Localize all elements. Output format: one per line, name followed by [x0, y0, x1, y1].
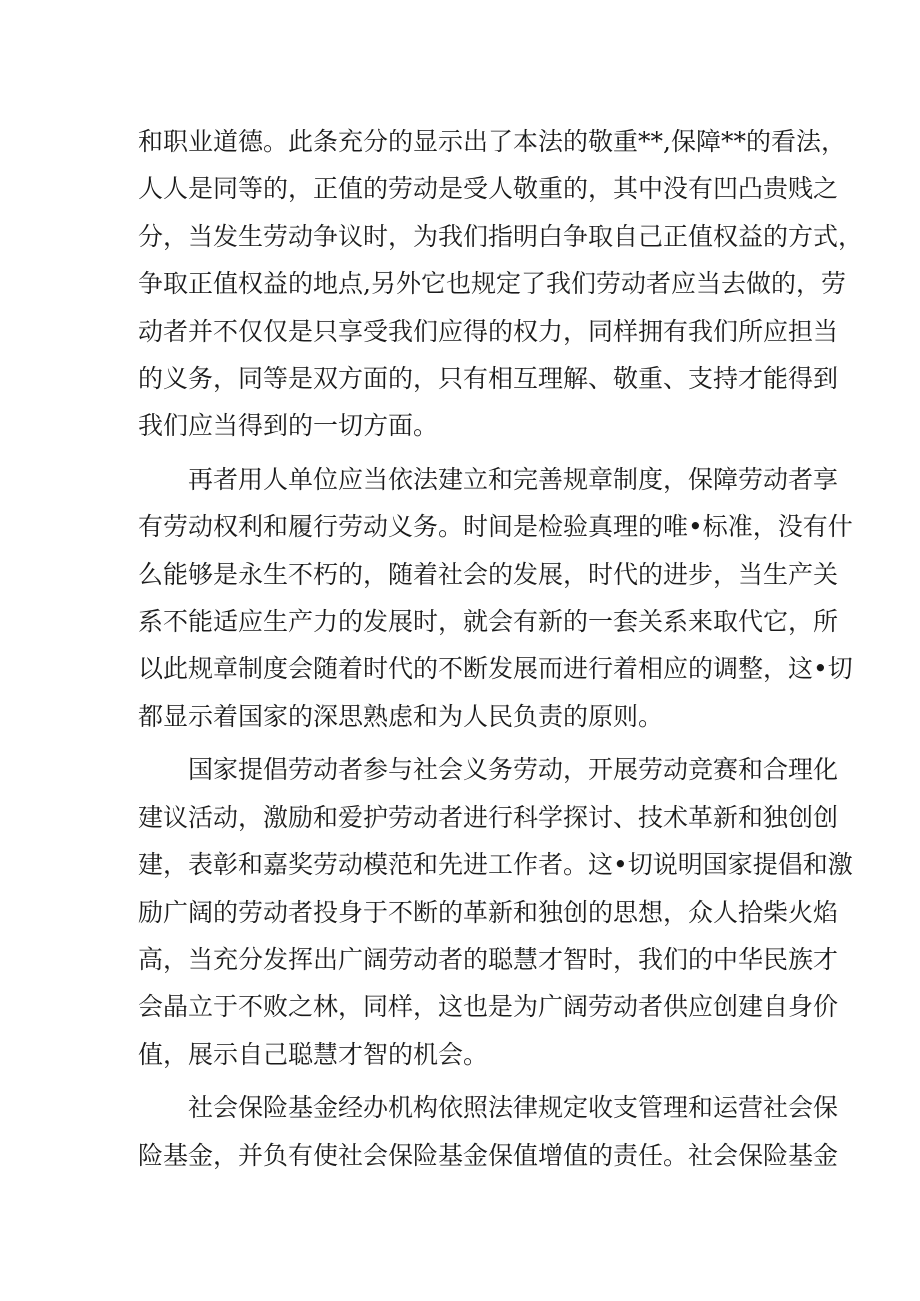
text-line: 动者并不仅仅是只享受我们应得的权力，同样拥有我们所应担当: [138, 316, 839, 346]
text-line: 有劳动权利和履行劳动义务。时间是检验真理的唯•标准，没有什: [138, 512, 853, 542]
text-line: 值，展示自己聪慧才智的机会。: [138, 1039, 489, 1069]
paragraph-3: [138, 746, 853, 1078]
text-line: 我们应当得到的一切方面。: [138, 411, 439, 441]
text-line: 国家提倡劳动者参与社会义务劳动，开展劳动竞赛和合理化: [188, 755, 839, 785]
text-line: 人人是同等的，正值的劳动是受人敬重的，其中没有凹凸贵贱之: [138, 174, 839, 204]
text-line: 社会保险基金经办机构依照法律规定收支管理和运营社会保: [188, 1093, 839, 1123]
text-line: 建议活动，激励和爱护劳动者进行科学探讨、技术革新和独创创: [138, 802, 839, 832]
text-line: 高，当充分发挥出广阔劳动者的聪慧才智时，我们的中华民族才: [138, 944, 839, 974]
text-line: 争取正值权益的地点,另外它也规定了我们劳动者应当去做的，劳: [138, 269, 846, 299]
text-line: 分，当发生劳动争议时，为我们指明白争取自己正值权益的方式，: [138, 221, 864, 251]
text-line: 系不能适应生产力的发展时，就会有新的一套关系来取代它，所: [138, 607, 839, 637]
document-body: [138, 118, 864, 1185]
text-line: 励广阔的劳动者投身于不断的革新和独创的思想，众人拾柴火焰: [138, 897, 839, 927]
text-line: 都显示着国家的深思熟虑和为人民负责的原则。: [138, 701, 664, 731]
text-line: 么能够是永生不朽的，随着社会的发展，时代的进步，当生产关: [138, 559, 839, 589]
text-line: 的义务，同等是双方面的，只有相互理解、敬重、支持才能得到: [138, 364, 839, 394]
paragraph-1: [138, 118, 864, 450]
text-line: 再者用人单位应当依法建立和完善规章制度，保障劳动者享: [188, 464, 839, 494]
paragraph-4: [138, 1084, 839, 1179]
text-line: 以此规章制度会随着时代的不断发展而进行着相应的调整，这•切: [138, 654, 853, 684]
text-line: 和职业道德。此条充分的显示出了本法的敬重**,保障**的看法，: [138, 127, 846, 156]
paragraph-2: [138, 456, 853, 740]
text-line: 险基金，并负有使社会保险基金保值增值的责任。社会保险基金: [138, 1140, 839, 1170]
text-line: 会晶立于不败之林，同样，这也是为广阔劳动者供应创建自身价: [138, 992, 839, 1022]
text-line: 建，表彰和嘉奖劳动模范和先进工作者。这•切说明国家提倡和激: [138, 850, 853, 880]
